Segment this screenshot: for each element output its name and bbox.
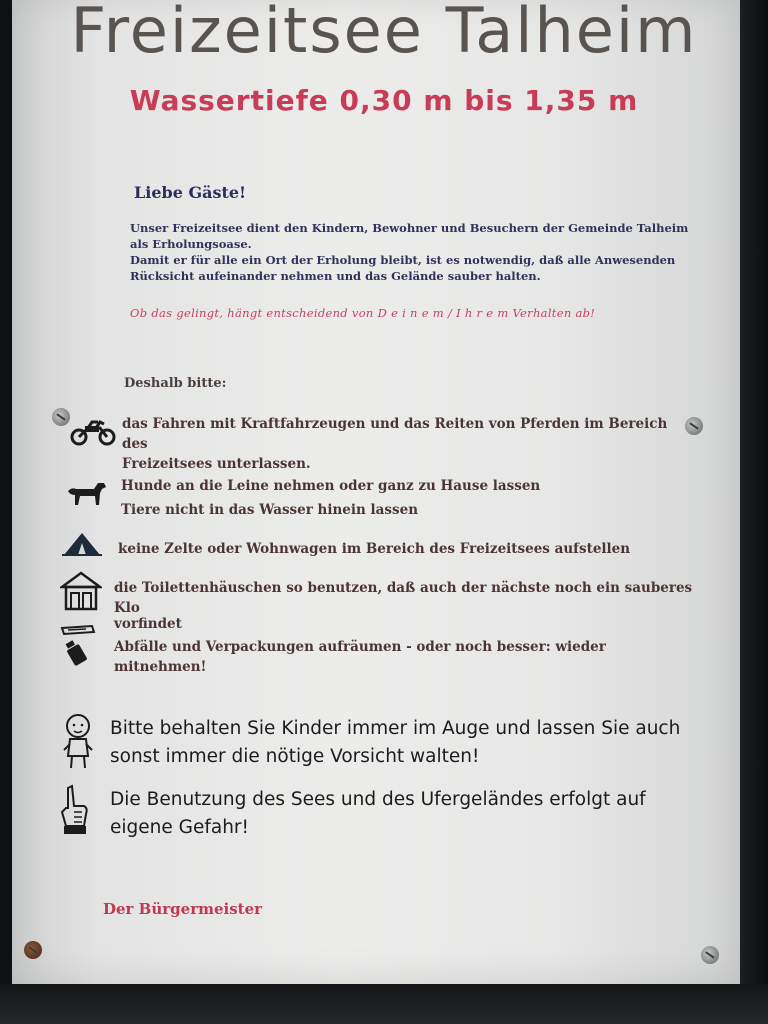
warning-item (110, 715, 700, 771)
toilet-house-icon (60, 571, 102, 611)
motorcycle-icon (70, 418, 116, 446)
rule-item (118, 539, 698, 559)
warning-line-1: Die Benutzung des Sees und des Ufergeländes erfolgt auf (110, 789, 646, 810)
rule-line-1: Hunde an die Leine nehmen oder ganz zu Hause lassen (121, 478, 541, 494)
signature: Der Bürgermeister (103, 900, 263, 918)
frame-bottom (0, 984, 768, 1024)
water-depth: Wassertiefe 0,30 m bis 1,35 m (129, 84, 639, 117)
warning-item (110, 786, 700, 842)
child-icon (60, 712, 96, 770)
screw-icon (52, 408, 70, 426)
rule-item (122, 414, 682, 474)
rule-line-2: Freizeitsees unterlassen. (122, 456, 311, 472)
trash-icon (58, 622, 98, 666)
intro-note: Ob das gelingt, hängt entscheidend von D e i n e m / I h r e m Verhalten ab! (130, 306, 596, 320)
rule-item (121, 476, 681, 520)
rule-line-1: keine Zelte oder Wohnwagen im Bereich des Freizeitsees aufstellen (118, 541, 631, 557)
intro-line-2: Damit er für alle ein Ort der Erholung bleibt, ist es notwendig, daß alle Anwesenden Rücksicht aufeinander nehmen und das Gelände sauber halten. (130, 253, 676, 283)
rule-line-2: Tiere nicht in das Wasser hinein lassen (121, 502, 419, 518)
dog-icon (66, 479, 108, 507)
sign-title: Freizeitsee Talheim (70, 0, 698, 67)
rule-line-1: die Toilettenhäuschen so benutzen, daß auch der nächste noch ein sauberes Klo (114, 580, 693, 616)
rule-item (114, 578, 699, 634)
deshalb-heading: Deshalb bitte: (124, 376, 227, 391)
greeting: Liebe Gäste! (134, 183, 247, 202)
rule-line-1: das Fahren mit Kraftfahrzeugen und das Reiten von Pferden im Bereich des (122, 416, 668, 452)
intro-line-1: Unser Freizeitsee dient den Kindern, Bewohner und Besuchern der Gemeinde Talheim als Erholungsoase. (130, 221, 689, 251)
rule-line-2: vorfindet (114, 616, 182, 632)
screw-icon (701, 946, 719, 964)
warning-line-2: sonst immer die nötige Vorsicht walten! (110, 746, 480, 767)
warning-line-2: eigene Gefahr! (110, 817, 249, 838)
screw-icon (24, 941, 42, 959)
screw-icon (685, 417, 703, 435)
tent-icon (62, 531, 102, 557)
rule-item (114, 637, 699, 677)
frame-right (738, 0, 768, 1024)
intro-text (130, 220, 700, 284)
warning-line-1: Bitte behalten Sie Kinder immer im Auge und lassen Sie auch (110, 718, 681, 739)
rule-line-1: Abfälle und Verpackungen aufräumen - oder noch besser: wieder mitnehmen! (114, 639, 606, 675)
pointing-hand-icon (58, 784, 90, 836)
